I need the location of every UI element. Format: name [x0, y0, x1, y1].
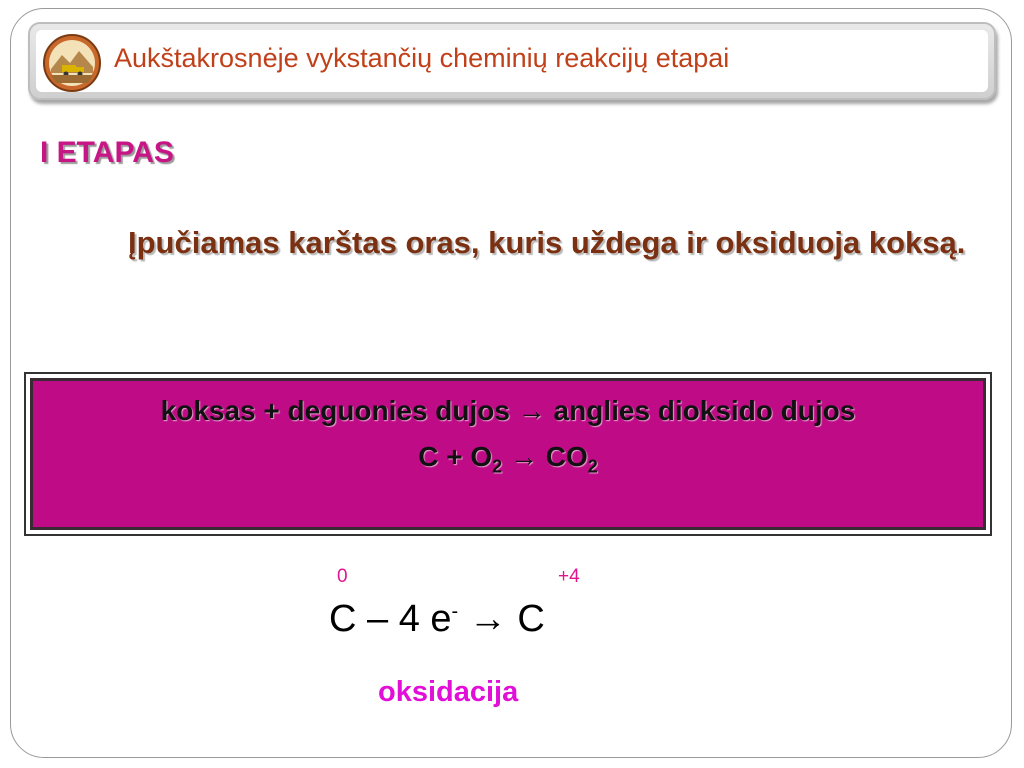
- formula-co: CO: [545, 441, 588, 472]
- half-reaction-c-right: C: [517, 598, 545, 640]
- formula-co-subscript: 2: [587, 456, 598, 477]
- half-reaction: [329, 598, 545, 641]
- half-reaction-arrow: →: [458, 598, 518, 640]
- formula-arrow: →: [502, 441, 546, 472]
- formula-plus: +: [438, 441, 471, 472]
- half-reaction-c-left: C: [329, 598, 357, 640]
- half-reaction-electrons: – 4 e: [356, 598, 452, 640]
- description-text: Įpučiamas karštas oras, kuris uždega ir oksiduoja koksą.: [128, 225, 966, 260]
- formula-o-subscript: 2: [492, 456, 503, 477]
- oxidation-state-right: +4: [558, 566, 580, 587]
- mining-landscape-icon: [42, 33, 102, 93]
- slide-title: Aukštakrosnėje vykstančių cheminių reakcijų etapai: [114, 43, 730, 73]
- section-heading: I ETAPAS: [40, 136, 174, 169]
- chemical-formula: [33, 441, 983, 478]
- word-equation: koksas + deguonies dujos → anglies dioksido dujos: [160, 395, 856, 426]
- equation-box: [24, 372, 992, 536]
- formula-c: C: [418, 441, 439, 472]
- process-label: oksidacija: [378, 676, 519, 708]
- electron-charge: -: [451, 600, 459, 623]
- formula-o: O: [470, 441, 493, 472]
- description-paragraph: [108, 220, 1008, 266]
- equation-panel: [30, 378, 986, 530]
- title-inner: [36, 30, 988, 92]
- oxidation-state-left: 0: [337, 566, 348, 587]
- title-bar: [28, 22, 996, 100]
